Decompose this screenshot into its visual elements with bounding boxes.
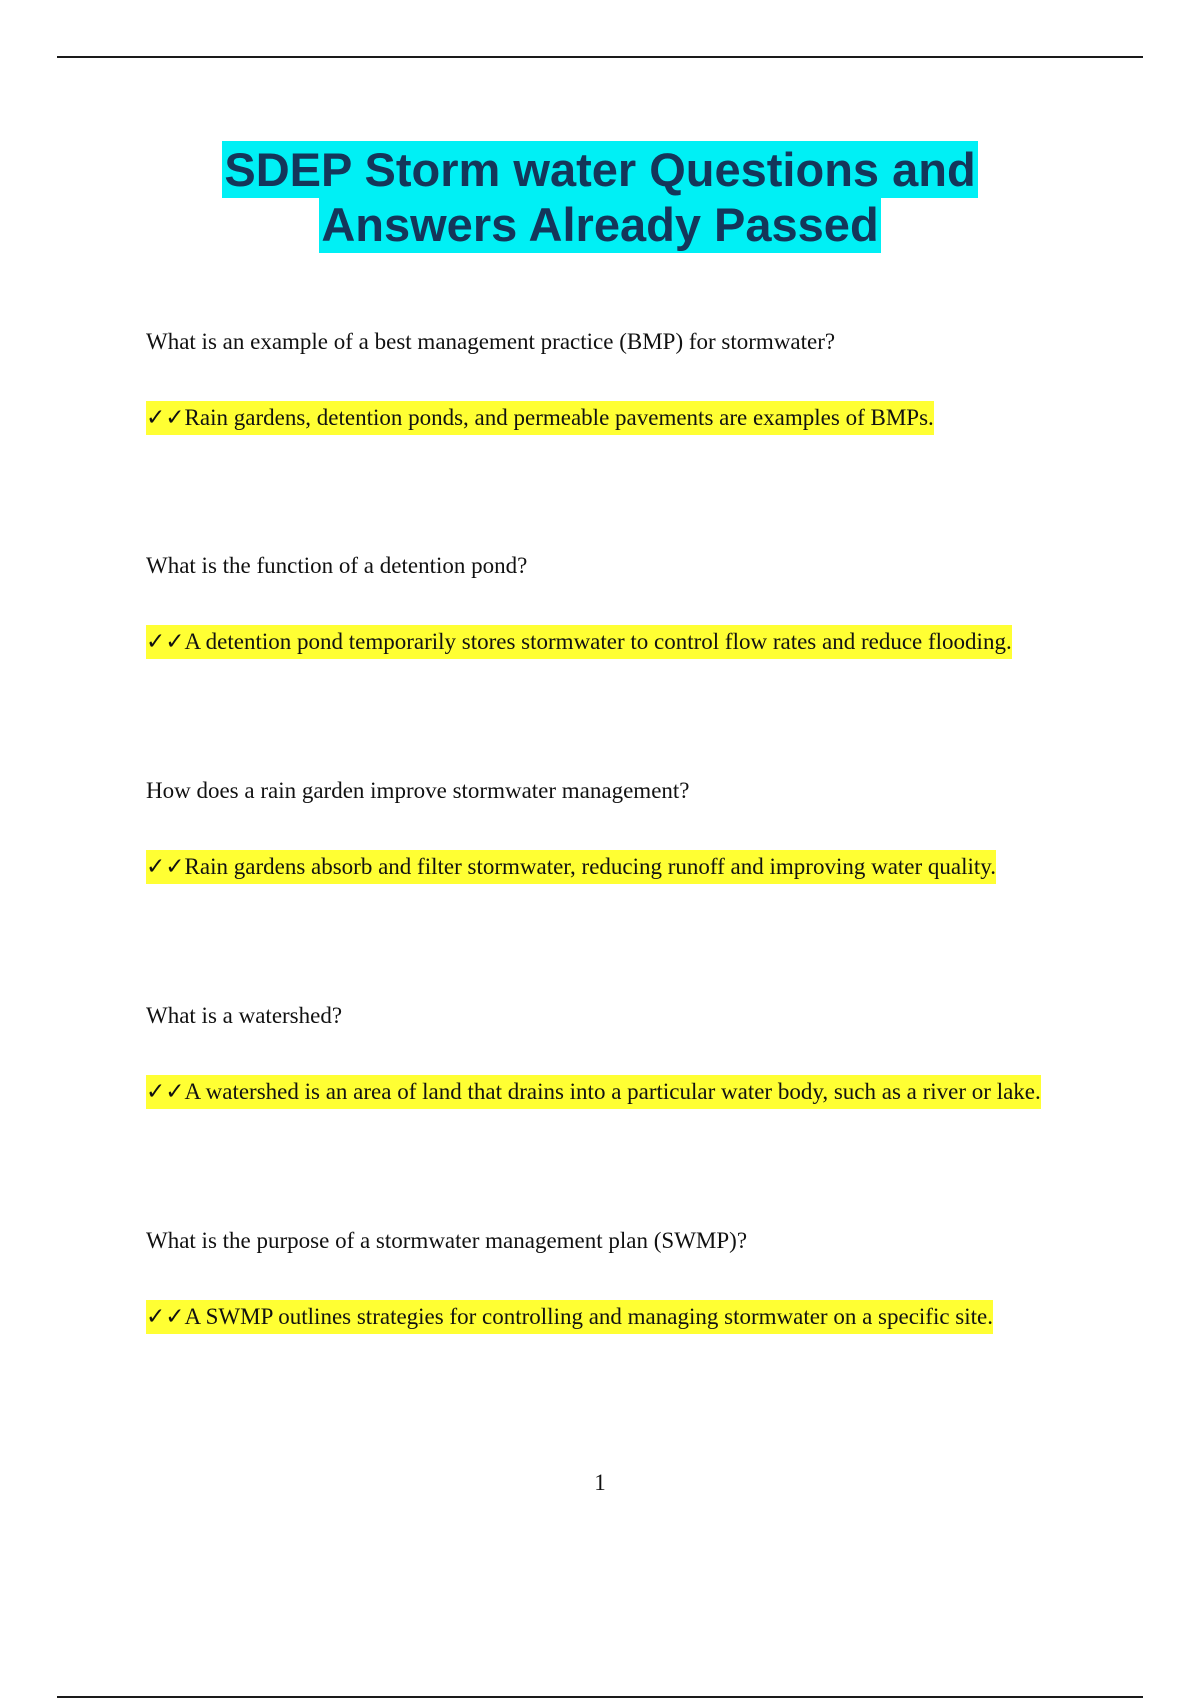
title-line-2: Answers Already Passed — [321, 198, 879, 251]
qa-item — [146, 551, 1106, 657]
check-icon: ✓✓ — [146, 405, 185, 431]
answer-highlight — [146, 1075, 1041, 1109]
qa-item — [146, 327, 1106, 433]
question-text: What is an example of a best management practice (BMP) for stormwater? — [146, 329, 836, 354]
answer-block — [146, 1077, 1106, 1107]
question-text: What is the function of a detention pond? — [146, 553, 528, 578]
answer-highlight — [146, 850, 996, 884]
answer-block — [146, 1302, 1106, 1332]
answer-text: A watershed is an area of land that drains into a particular water body, such as a river or lake. — [184, 1079, 1041, 1104]
page-number: 1 — [594, 1470, 606, 1495]
answer-text: Rain gardens absorb and filter stormwater, reducing runoff and improving water quality. — [184, 854, 997, 879]
bottom-rule — [57, 1696, 1143, 1698]
answer-highlight — [146, 625, 1012, 659]
qa-item — [146, 1001, 1106, 1107]
top-rule — [57, 56, 1143, 58]
answer-text: A detention pond temporarily stores stormwater to control flow rates and reduce flooding. — [184, 629, 1012, 654]
question-text: What is the purpose of a stormwater management plan (SWMP)? — [146, 1228, 748, 1253]
answer-highlight — [146, 1300, 993, 1334]
answer-block — [146, 627, 1106, 657]
answer-block — [146, 852, 1106, 882]
answer-block — [146, 403, 1106, 433]
answer-text: A SWMP outlines strategies for controlling and managing stormwater on a specific site. — [184, 1304, 993, 1329]
answer-highlight — [146, 401, 934, 435]
check-icon: ✓✓ — [146, 854, 185, 880]
question-text: What is a watershed? — [146, 1003, 343, 1028]
question-text: How does a rain garden improve stormwater management? — [146, 778, 690, 803]
qa-item — [146, 776, 1106, 882]
answer-text: Rain gardens, detention ponds, and permeable pavements are examples of BMPs. — [184, 405, 934, 430]
qa-item — [146, 1226, 1106, 1332]
check-icon: ✓✓ — [146, 1079, 185, 1105]
check-icon: ✓✓ — [146, 1304, 185, 1330]
check-icon: ✓✓ — [146, 629, 185, 655]
document-title — [0, 142, 1200, 252]
title-line-1: SDEP Storm water Questions and — [224, 143, 976, 196]
